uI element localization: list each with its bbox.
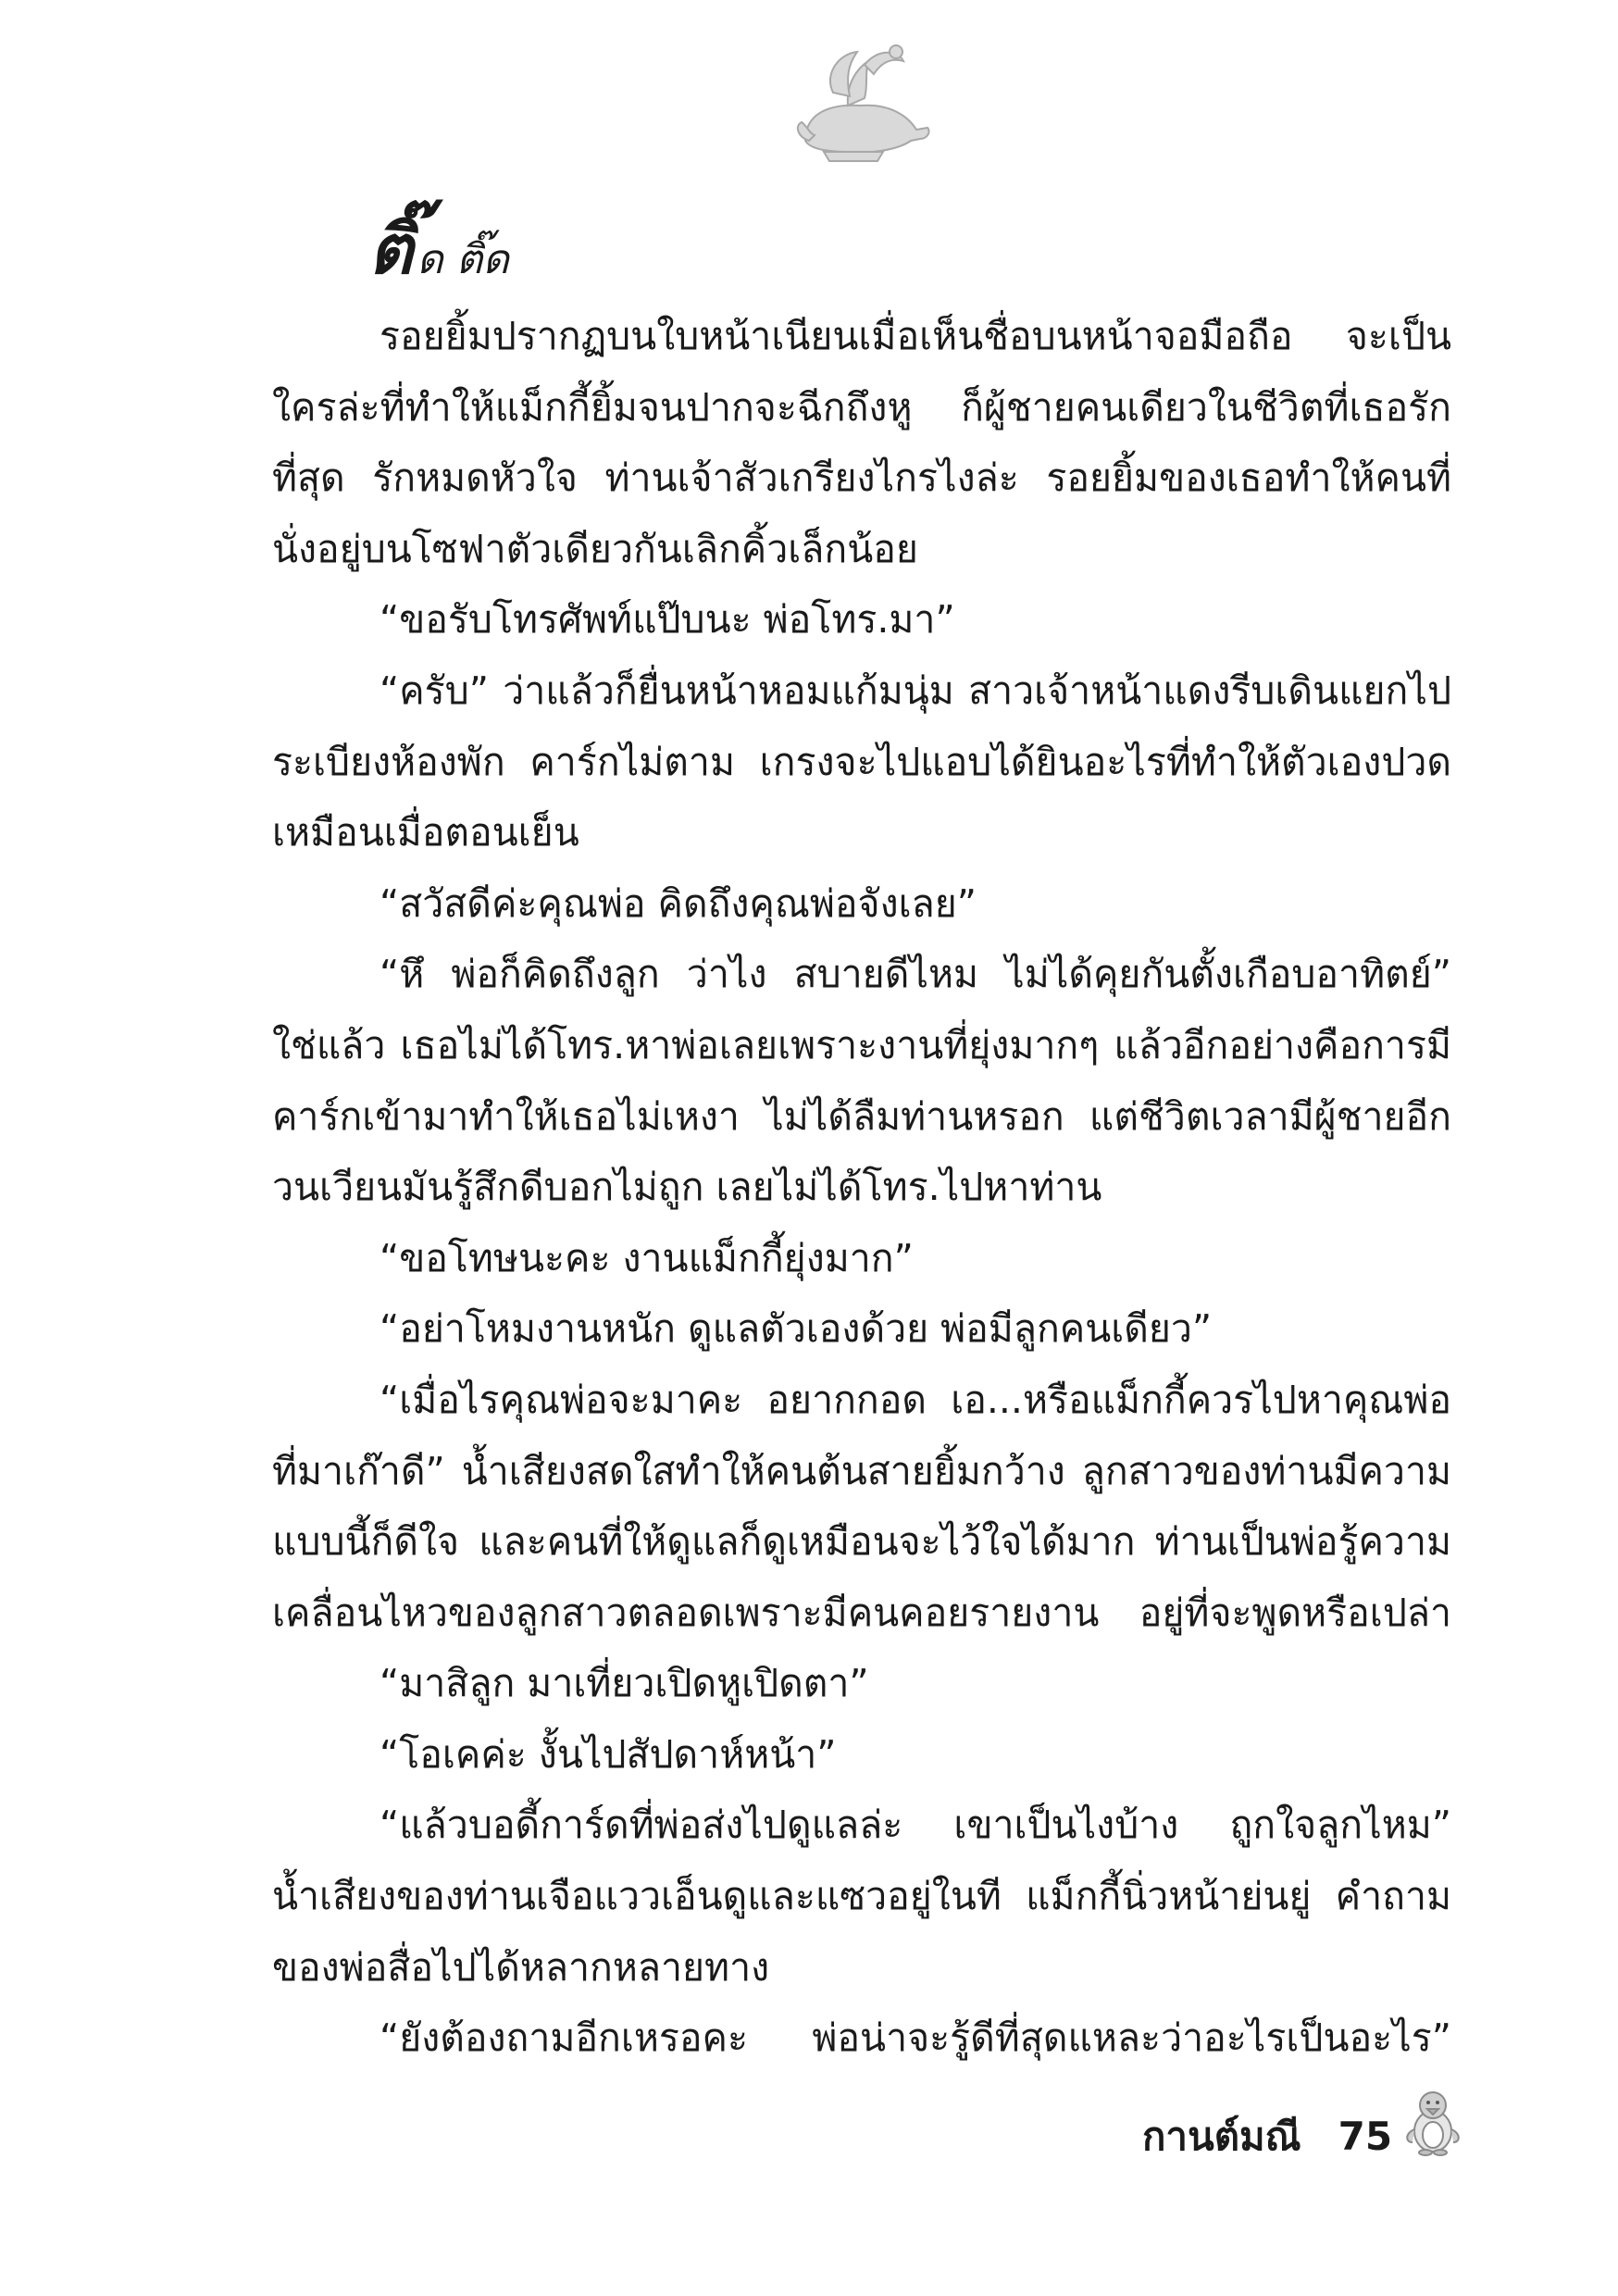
text-line: นั่งอยู่บนโซฟาตัวเดียวกันเลิกคิ้วเล็กน้อย <box>272 526 918 571</box>
page-number: 75 <box>1338 2114 1393 2159</box>
chapter-opening <box>368 194 509 304</box>
text-line: “อย่าโหมงานหนัก ดูแลตัวเองด้วย พ่อมีลูกคนเดียว” <box>380 1306 1213 1352</box>
body-text <box>272 301 1451 2074</box>
text-line: “มาสิลูก มาเที่ยวเปิดหูเปิดตา” <box>380 1661 869 1706</box>
penguin-mascot-icon <box>1396 2085 1468 2157</box>
drop-word-rest: ด ติ๊ด <box>417 236 509 283</box>
text-line: “แล้วบอดี้การ์ดที่พ่อส่งไปดูแลล่ะ เขาเป็นไงบ้าง ถูกใจลูกไหม” <box>380 1803 1451 1848</box>
text-line: วนเวียนมันรู้สึกดีบอกไม่ถูก เลยไม่ได้โทร.ไปหาท่าน <box>272 1165 1102 1210</box>
text-line: รอยยิ้มปรากฏบนใบหน้าเนียนเมื่อเห็นชื่อบนหน้าจอมือถือ จะเป็น <box>380 314 1451 358</box>
text-line: “ขอรับโทรศัพท์แป๊บนะ พ่อโทร.มา” <box>380 597 955 643</box>
text-line: “ขอโทษนะคะ งานแม็กกี้ยุ่งมาก” <box>380 1235 914 1280</box>
text-line: ใครล่ะที่ทำให้แม็กกี้ยิ้มจนปากจะฉีกถึงหู ก็ผู้ชายคนเดียวในชีวิตที่เธอรัก <box>272 384 1451 430</box>
text-line: “หึ พ่อก็คิดถึงลูก ว่าไง สบายดีไหม ไม่ได้คุยกันตั้งเกือบอาทิตย์” <box>380 952 1451 997</box>
text-line: “ครับ” ว่าแล้วก็ยื่นหน้าหอมแก้มนุ่ม สาวเจ้าหน้าแดงรีบเดินแยกไป <box>380 668 1451 713</box>
text-line: ใช่แล้ว เธอไม่ได้โทร.หาพ่อเลยเพราะงานที่ยุ่งมากๆ แล้วอีกอย่างคือการมี <box>272 1022 1451 1067</box>
drop-word: ติ๊ <box>368 210 414 290</box>
page-footer <box>1142 2106 1392 2167</box>
text-line: ของพ่อสื่อไปได้หลากหลายทาง <box>272 1944 770 1990</box>
text-line: ที่สุด รักหมดหัวใจ ท่านเจ้าสัวเกรียงไกรไงล่ะ รอยยิ้มของเธอทำให้คนที่ <box>272 455 1451 501</box>
text-line: คาร์กเข้ามาทำให้เธอไม่เหงา ไม่ได้ลืมท่านหรอก แต่ชีวิตเวลามีผู้ชายอีก <box>272 1093 1451 1139</box>
text-line: “โอเคค่ะ งั้นไปสัปดาห์หน้า” <box>380 1731 837 1777</box>
text-line: “เมื่อไรคุณพ่อจะมาคะ อยากกอด เอ...หรือแม็กกี้ควรไปหาคุณพ่อ <box>380 1377 1451 1422</box>
text-line: “สวัสดีค่ะคุณพ่อ คิดถึงคุณพ่อจังเลย” <box>380 880 977 926</box>
book-title: กานต์มณี <box>1142 2114 1301 2159</box>
text-line: “ยังต้องถามอีกเหรอคะ พ่อน่าจะรู้ดีที่สุดแหละว่าอะไรเป็นอะไร” <box>380 2015 1451 2061</box>
text-line: น้ำเสียงของท่านเจือแววเอ็นดูและแซวอยู่ในที แม็กกี้นิ่วหน้าย่นยู่ คำถาม <box>272 1874 1451 1919</box>
text-line: แบบนี้ก็ดีใจ และคนที่ให้ดูแลก็ดูเหมือนจะไว้ใจได้มาก ท่านเป็นพ่อรู้ความ <box>272 1519 1451 1565</box>
text-line: ที่มาเก๊าดี” น้ำเสียงสดใสทำให้คนต้นสายยิ้มกว้าง ลูกสาวของท่านมีความ <box>272 1448 1451 1493</box>
text-line: ระเบียงห้องพัก คาร์กไม่ตาม เกรงจะไปแอบได้ยินอะไรที่ทำให้ตัวเองปวด <box>272 739 1451 784</box>
lamp-ornament-icon <box>768 37 944 167</box>
text-line: เหมือนเมื่อตอนเย็น <box>272 810 579 855</box>
text-line: เคลื่อนไหวของลูกสาวตลอดเพราะมีคนคอยรายงาน อยู่ที่จะพูดหรือเปล่า <box>272 1590 1451 1635</box>
